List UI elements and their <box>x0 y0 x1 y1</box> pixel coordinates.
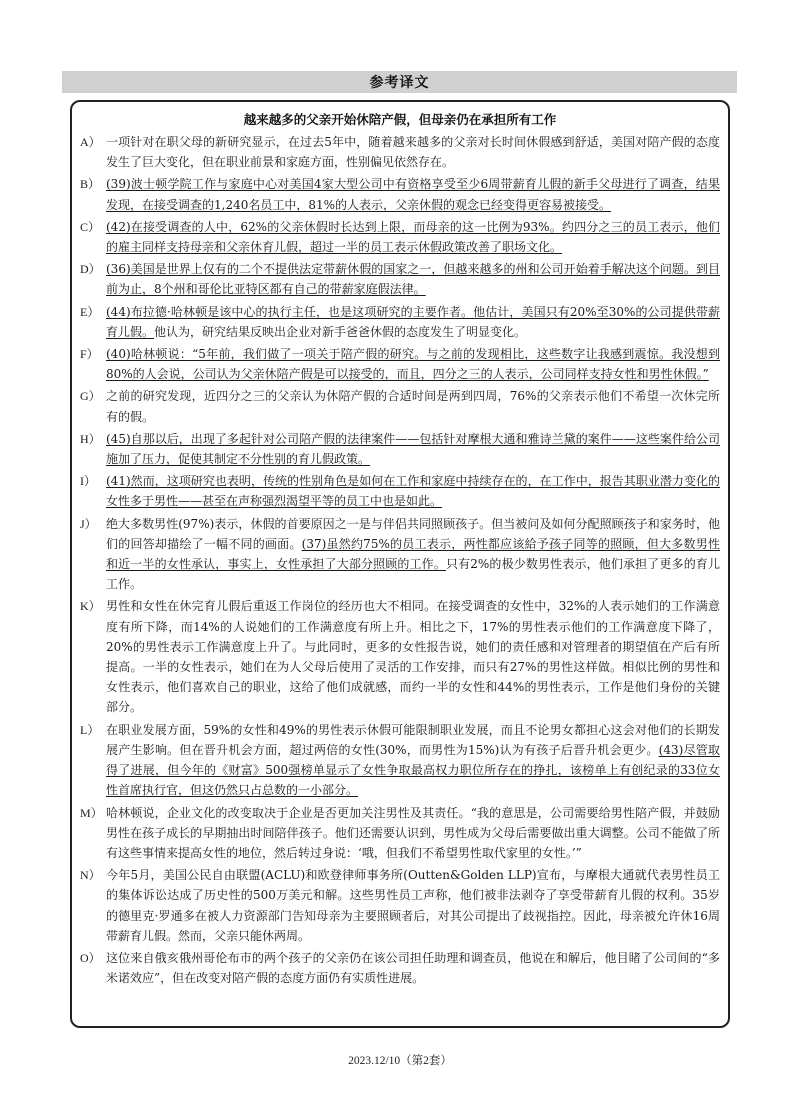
underlined-sentence: (41)然而，这项研究也表明，传统的性别角色是如何在工作和家庭中持续存在的，在工作中，报告其职业潜力变化的女性多于男性——甚至在声称强烈渴望平等的员工中也是如此。 <box>106 474 720 509</box>
underlined-sentence: (42)在接受调查的人中，62%的父亲休假时长达到上限，而母亲的这一比例为93%。约四分之三的员工表示，他们的雇主同样支持母亲和父亲休育儿假，超过一半的员工表示休假政策改善了职场文化。 <box>106 219 720 255</box>
paragraph-text <box>106 514 720 595</box>
paragraph <box>80 514 720 595</box>
paragraph-text <box>106 217 720 257</box>
page-footer: 2023.12/10（第2套） <box>348 1055 452 1067</box>
sentence: 这位来自俄亥俄州哥伦布市的两个孩子的父亲仍在该公司担任助理和调查员，他说在和解后，他目睹了公司间的“多米诺效应”，但在改变对陪产假的态度方面仍有实质性进展。 <box>106 950 720 986</box>
paragraph-text <box>106 302 720 342</box>
header-bar <box>62 71 737 93</box>
paragraph <box>80 174 720 214</box>
header-title: 参考译文 <box>369 75 430 91</box>
sentence: 今年5月，美国公民自由联盟(ACLU)和欧登律师事务所(Outten&Golden LLP)宣布，与摩根大通就代表男性员工的集体诉讼达成了历史性的500万美元和解。这些男性员工声称，他们被非法剥夺了享受带薪育儿假的权利。35岁的德里克·罗通多在被人力资源部门告知母亲为主要照顾者后，对其公司提出了歧视指控。因此，母亲被允许休16周带薪育儿假。然而，父亲只能休两周。 <box>106 868 720 943</box>
paragraph <box>80 217 720 257</box>
sentence: 只有2%的极少数男性表示，他们承担了更多的育儿工作。 <box>106 557 720 592</box>
underlined-sentence: (43)尽管取得了进展，但今年的《财富》500强榜单显示了女性争取最高权力职位所存在的挣扎，该榜单上有创纪录的33位女性首席执行官，但这仍然只占总数的一小部分。 <box>106 742 720 798</box>
underlined-sentence: (39)波士顿学院工作与家庭中心对美国4家大型公司中有资格享受至少6周带薪育儿假的新手父母进行了调查，结果发现，在接受调查的1,240名员工中，81%的人表示，父亲休假的观念已经变得更容易被接受。 <box>106 177 720 212</box>
paragraph-text <box>106 386 720 426</box>
paragraph-text <box>106 948 720 988</box>
paragraph-label: D） <box>80 262 101 277</box>
sentence: 男性和女性在休完育儿假后重返工作岗位的经历也大不相同。在接受调查的女性中，32%的人表示她们的工作满意度有所下降，而14%的人说她们的工作满意度有所上升。相比之下，17%的男性表示他们的工作满意度下降了，20%的男性表示工作满意度上升了。与此同时，更多的女性报告说，她们的责任感和对管理者的期望值在产后有所提高。一半的女性表示，她们在为人父母后使用了灵活的工作安排，而只有27%的男性这样做。相似比例的男性和女性表示，他们喜欢自己的职业，这给了他们成就感，而约一半的女性和44%的男性表示，工作是他们身份的关键部分。 <box>106 599 720 715</box>
paragraph-label: E） <box>80 304 100 319</box>
paragraph <box>80 471 720 511</box>
paragraph-text <box>106 720 720 801</box>
paragraph-text <box>106 344 720 384</box>
paragraph-text <box>106 865 720 946</box>
paragraph-label: I） <box>80 474 96 489</box>
paragraph-label: K） <box>80 599 101 614</box>
paragraph <box>80 948 720 988</box>
paragraph-label: F） <box>80 347 99 362</box>
paragraph <box>80 386 720 426</box>
paragraph-label: N） <box>80 868 101 883</box>
paragraph <box>80 865 720 946</box>
document-title: 越来越多的父亲开始休陪产假，但母亲仍在承担所有工作 <box>243 112 557 127</box>
paragraph <box>80 259 720 299</box>
paragraph-label: G） <box>80 389 101 404</box>
underlined-sentence: (36)美国是世界上仅有的二个不提供法定带薪休假的国家之一，但越来越多的州和公司开始着手解决这个问题。到目前为止，8个州和哥伦比亚特区都有自己的带薪家庭假法律。 <box>106 262 720 297</box>
sentence: 在职业发展方面，59%的女性和49%的男性表示休假可能限制职业发展，而且不论男女都担心这会对他们的长期发展产生影响。但在晋升机会方面，超过两倍的女性(30%，而男性为15%)认为有孩子后晋升机会更少。 <box>106 722 720 757</box>
sentence: 哈林顿说，企业文化的改变取决于企业是否更加关注男性及其责任。“我的意思是，公司需要给男性陪产假，并鼓励男性在孩子成长的早期抽出时间陪伴孩子。他们还需要认识到，男性成为父母后需要做出重大调整。公司不能做了所有这些事情来提高女性的地位，然后转过身说：‘哦，但我们不希望男性取代家里的女性。’” <box>106 805 720 860</box>
sentence: 一项针对在职父母的新研究显示，在过去5年中，随着越来越多的父亲对长时间休假感到舒适，美国对陪产假的态度发生了巨大变化，但在职业前景和家庭方面，性别偏见依然存在。 <box>106 135 720 170</box>
paragraph <box>80 803 720 864</box>
paragraph-text <box>106 174 720 214</box>
paragraph-text <box>106 132 720 172</box>
paragraph-label: L） <box>80 722 100 737</box>
paragraph-label: M） <box>80 805 103 820</box>
underlined-sentence: (40)哈林顿说：“5年前，我们做了一项关于陪产假的研究。与之前的发现相比，这些数字让我感到震惊。我没想到80%的人会说，公司认为父亲休陪产假是可以接受的，而且，四分之三的人表示，公司同样支持女性和男性休假。” <box>106 347 720 382</box>
paragraph-label: H） <box>80 431 101 446</box>
underlined-sentence: (37)虽然约75%的员工表示，两性都应该給予孩子同等的照顾，但大多数男性和近一半的女性承认，事实上，女性承担了大部分照顾的工作。 <box>106 536 720 572</box>
paragraph-text <box>106 429 720 469</box>
paragraph-text <box>106 259 720 299</box>
paragraph-text <box>106 596 720 717</box>
underlined-sentence: (44)布拉德·哈林顿是该中心的执行主任，也是这项研究的主要作者。他估计，美国只有20%至30%的公司提供带薪育儿假。 <box>106 304 720 339</box>
paragraph <box>80 429 720 469</box>
paragraph <box>80 596 720 717</box>
sentence: 绝大多数男性(97%)表示，休假的首要原因之一是与伴侣共同照顾孩子。但当被问及如何分配照顾孩子和家务时，他们的回答却描绘了一幅不同的画面。 <box>106 516 720 551</box>
paragraph-label: J） <box>80 516 97 531</box>
paragraph-label: C） <box>80 219 101 234</box>
paragraph-label: B） <box>80 177 101 192</box>
paragraph-text <box>106 803 720 864</box>
paragraph <box>80 720 720 801</box>
translation-frame <box>70 100 730 1028</box>
paragraph <box>80 344 720 384</box>
paragraph-text <box>106 471 720 511</box>
paragraph <box>80 302 720 342</box>
sentence: 之前的研究发现，近四分之三的父亲认为休陪产假的合适时间是两到四周，76%的父亲表示他们不希望一次休完所有的假。 <box>106 389 720 424</box>
sentence: 他认为，研究结果反映出企业对新手爸爸休假的态度发生了明显变化。 <box>154 324 527 339</box>
paragraph-label: O） <box>80 950 101 965</box>
paragraph-label: A） <box>80 135 101 149</box>
paragraph <box>80 132 720 172</box>
paragraph-list <box>80 132 720 988</box>
underlined-sentence: (45)自那以后，出现了多起针对公司陪产假的法律案件——包括针对摩根大通和雅诗兰黛的案件——这些案件给公司施加了压力，促使其制定不分性别的育儿假政策。 <box>106 431 720 467</box>
